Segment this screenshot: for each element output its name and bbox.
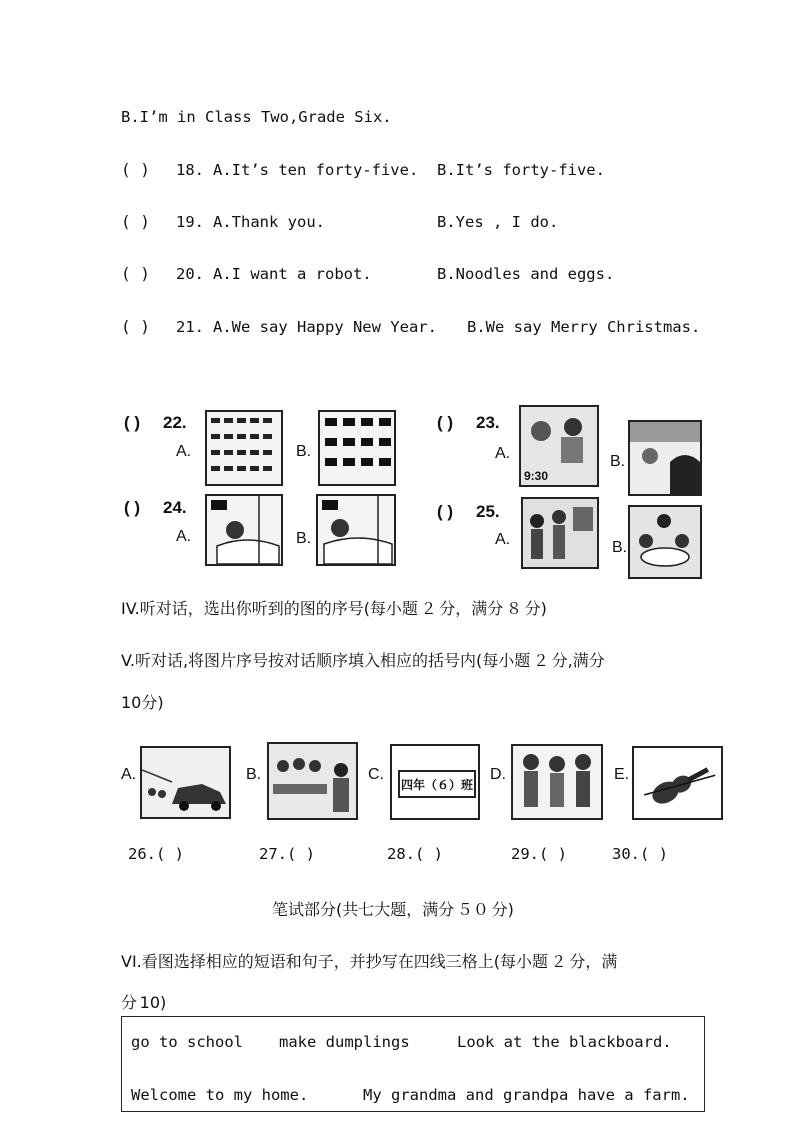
answer-bracket[interactable]: ( ) — [121, 160, 150, 179]
question-number: 20. — [176, 265, 204, 283]
violin-icon[interactable] — [632, 746, 723, 820]
children-picture[interactable] — [511, 744, 603, 820]
option-b-label: B. — [296, 530, 312, 547]
answer-bracket[interactable]: ( ) — [121, 264, 150, 283]
question-number: 21. — [176, 318, 204, 336]
phrase-farm: My grandma and grandpa have a farm. — [363, 1086, 690, 1104]
section-v-title-cont: 10分) — [121, 693, 164, 712]
clock-scene-picture[interactable] — [519, 405, 599, 487]
family-scene-picture-a[interactable] — [521, 497, 599, 569]
horses-large-picture[interactable] — [318, 410, 396, 486]
section-iv-title: IV.听对话，选出你听到的图的序号(每小题 ２ 分，满分 ８ 分) — [121, 599, 547, 618]
option-b-label: B. — [612, 539, 628, 556]
question-number: 24. — [163, 498, 187, 517]
question-number: 23. — [476, 413, 500, 432]
option-a: A.It’s ten forty-five. — [213, 161, 419, 179]
answer-29[interactable]: 29.( ) — [511, 845, 567, 863]
answer-26[interactable]: 26.( ) — [128, 845, 184, 863]
answer-bracket[interactable]: ( ) — [437, 502, 454, 521]
question-number: 18. — [176, 161, 204, 179]
option-a: A.We say Happy New Year. — [213, 318, 437, 336]
classroom-picture[interactable] — [267, 742, 358, 820]
answer-bracket[interactable]: ( ) — [121, 212, 150, 231]
answer-option-b: B.I’m in Class Two,Grade Six. — [121, 108, 392, 126]
picture-c-label: C. — [368, 766, 384, 783]
class-sign-picture[interactable] — [390, 744, 480, 820]
answer-bracket[interactable]: ( ) — [124, 498, 141, 517]
phrase-welcome-home: Welcome to my home. — [131, 1086, 309, 1104]
section-vi-title: VI.看图选择相应的短语和句子，并抄写在四线三格上(每小题 ２ 分，满 — [121, 952, 618, 971]
bedroom-scene-picture[interactable] — [628, 420, 702, 496]
answer-30[interactable]: 30.( ) — [612, 845, 668, 863]
phrase-go-to-school: go to school — [131, 1033, 243, 1051]
answer-27[interactable]: 27.( ) — [259, 845, 315, 863]
answer-bracket[interactable]: ( ) — [437, 413, 454, 432]
picture-a-label: A. — [121, 766, 137, 783]
option-b-label: B. — [610, 453, 626, 470]
question-number: 19. — [176, 213, 204, 231]
picture-d-label: D. — [490, 766, 506, 783]
time-label: 9:30 — [524, 469, 549, 483]
option-a-label: A. — [176, 528, 192, 545]
horses-small-picture[interactable] — [205, 410, 283, 486]
class-sign: 四年（６）班 — [398, 770, 476, 798]
answer-bracket[interactable]: ( ) — [124, 413, 141, 432]
option-a-label: A. — [495, 531, 511, 548]
question-number: 22. — [163, 413, 187, 432]
option-b: B.Noodles and eggs. — [437, 265, 615, 283]
car-picture[interactable] — [140, 746, 231, 819]
option-a-label: A. — [495, 445, 511, 462]
option-a: A.I want a robot. — [213, 265, 372, 283]
answer-bracket[interactable]: ( ) — [121, 317, 150, 336]
phrase-make-dumplings: make dumplings — [279, 1033, 410, 1051]
sleeping-picture-a[interactable] — [205, 494, 283, 566]
answer-28[interactable]: 28.( ) — [387, 845, 443, 863]
option-b-label: B. — [296, 443, 312, 460]
section-v-title: V.听对话,将图片序号按对话顺序填入相应的括号内(每小题 ２ 分,满分 — [121, 651, 605, 670]
phrase-box — [121, 1016, 705, 1112]
option-b: B.We say Merry Christmas. — [467, 318, 701, 336]
section-vi-title-cont: 分 10) — [121, 993, 167, 1012]
option-a-label: A. — [176, 443, 192, 460]
family-scene-picture-b[interactable] — [628, 505, 702, 579]
option-b: B.Yes , I do. — [437, 213, 559, 231]
phrase-look-at-blackboard: Look at the blackboard. — [457, 1033, 672, 1051]
sleeping-picture-b[interactable] — [316, 494, 396, 566]
option-b: B.It’s forty-five. — [437, 161, 605, 179]
question-number: 25. — [476, 502, 500, 521]
picture-b-label: B. — [246, 766, 262, 783]
picture-e-label: E. — [614, 766, 630, 783]
option-a: A.Thank you. — [213, 213, 325, 231]
written-part-heading: 笔试部分(共七大题，满分 ５０ 分) — [272, 900, 514, 919]
